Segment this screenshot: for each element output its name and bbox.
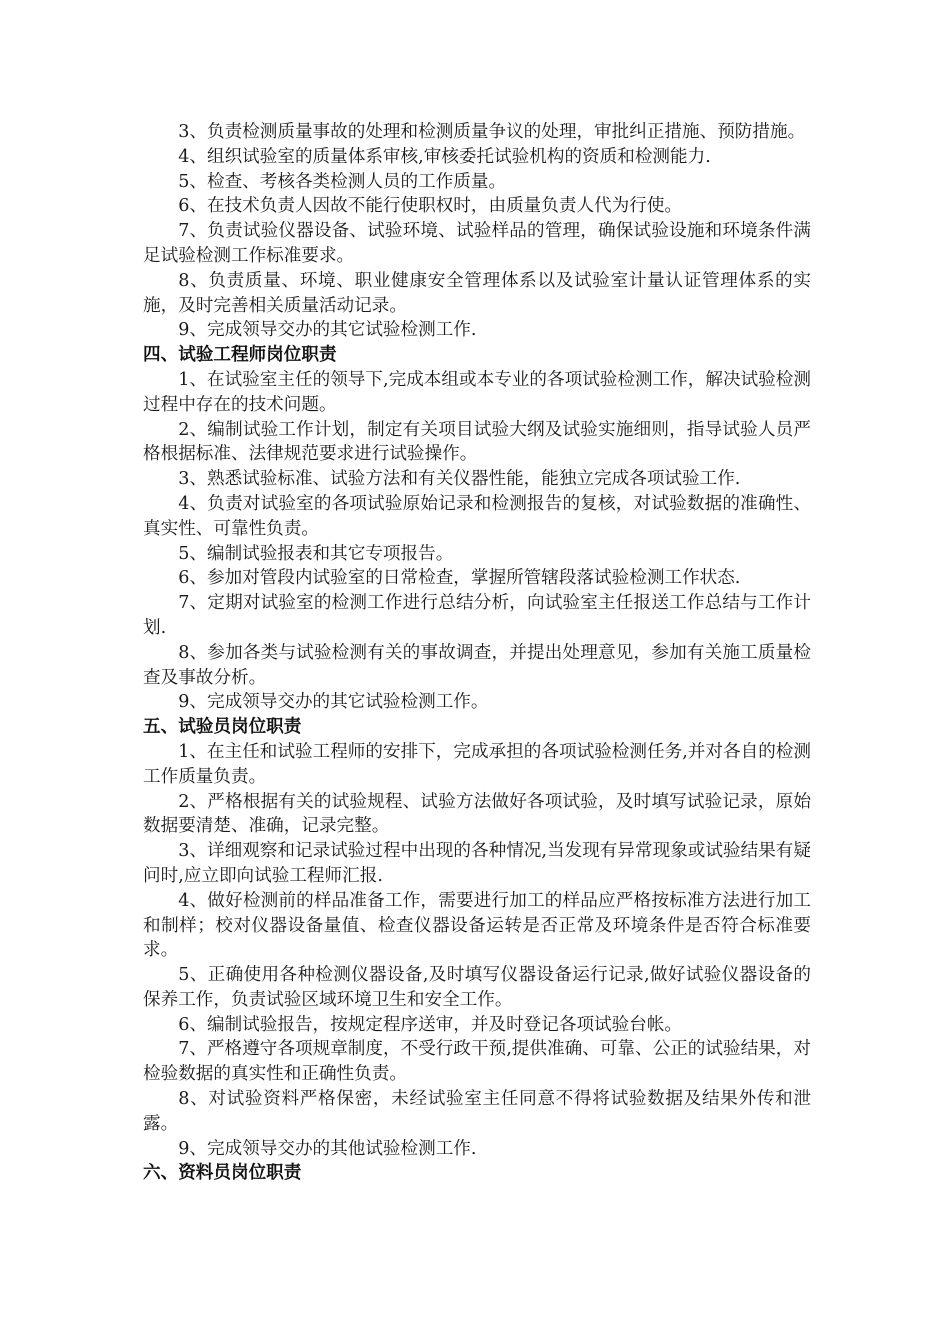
section-5-heading: 五、试验员岗位职责 [143,717,302,738]
section-3-item-8: 8、负责质量、环境、职业健康安全管理体系以及试验室计量认证管理体系的实施，及时完善相关质量活动记录。 [143,270,811,316]
section-5-item-7: 7、严格遵守各项规章制度，不受行政干预,提供准确、可靠、公正的试验结果，对检验数据的真实性和正确性负责。 [143,1039,811,1085]
section-5-item-8: 8、对试验资料严格保密，未经试验室主任同意不得将试验数据及结果外传和泄露。 [143,1089,811,1134]
section-4-heading: 四、试验工程师岗位职责 [143,345,337,366]
section-3-item-5: 5、检查、考核各类检测人员的工作质量。 [178,171,507,192]
section-3-item-4: 4、组织试验室的质量体系审核,审核委托试验机构的资质和检测能力. [178,146,711,167]
section-4-item-4: 4、负责对试验室的各项试验原始记录和检测报告的复核，对试验数据的准确性、真实性、可靠性负责。 [143,493,811,539]
section-4-item-3: 3、熟悉试验标准、试验方法和有关仪器性能，能独立完成各项试验工作. [178,469,741,490]
section-4-item-2: 2、编制试验工作计划，制定有关项目试验大纲及试验实施细则，指导试验人员严格根据标准、法律规范要求进行试验操作。 [143,419,811,465]
section-4-item-6: 6、参加对管段内试验室的日常检查，掌握所管辖段落试验检测工作状态. [178,568,741,589]
section-5-item-6: 6、编制试验报告，按规定程序送审，并及时登记各项试验台帐。 [178,1014,683,1035]
section-5-item-9: 9、完成领导交办的其他试验检测工作. [178,1138,477,1159]
section-5-item-5: 5、正确使用各种检测仪器设备,及时填写仪器设备运行记录,做好试验仪器设备的保养工作，负责试验区域环境卫生和安全工作。 [143,965,811,1010]
section-3-item-3: 3、负责检测质量事故的处理和检测质量争议的处理，审批纠正措施、预防措施。 [178,122,806,142]
section-3-item-6: 6、在技术负责人因故不能行使职权时，由质量负责人代为行使。 [178,196,683,217]
section-5-item-3: 3、详细观察和记录试验过程中出现的各种情况,当发现有异常现象或试验结果有疑问时,应立即向试验工程师汇报. [143,841,811,886]
document-page [143,120,811,1186]
section-5-item-1: 1、在主任和试验工程师的安排下，完成承担的各项试验检测任务,并对各自的检测工作质量负责。 [143,741,811,787]
section-4-item-9: 9、完成领导交办的其它试验检测工作。 [178,692,489,713]
section-4-item-8: 8、参加各类与试验检测有关的事故调查，并提出处理意见，参加有关施工质量检查及事故分析。 [143,642,811,688]
section-5-item-4: 4、做好检测前的样品准备工作，需要进行加工的样品应严格按标准方法进行加工和制样；校对仪器设备量值、检查仪器设备运转是否正常及环境条件是否符合标准要求。 [143,890,811,961]
section-6-heading: 六、资料员岗位职责 [143,1163,302,1184]
section-4-item-1: 1、在试验室主任的领导下,完成本组或本专业的各项试验检测工作，解决试验检测过程中存在的技术问题。 [143,369,811,415]
section-3-item-7: 7、负责试验仪器设备、试验环境、试验样品的管理，确保试验设施和环境条件满足试验检测工作标准要求。 [143,221,811,266]
section-4-item-7: 7、定期对试验室的检测工作进行总结分析，向试验室主任报送工作总结与工作计划. [143,593,811,638]
section-4-item-5: 5、编制试验报表和其它专项报告。 [178,543,454,564]
section-5-item-2: 2、严格根据有关的试验规程、试验方法做好各项试验，及时填写试验记录，原始数据要清楚、准确，记录完整。 [143,791,811,837]
section-3-item-9: 9、完成领导交办的其它试验检测工作. [178,320,477,341]
